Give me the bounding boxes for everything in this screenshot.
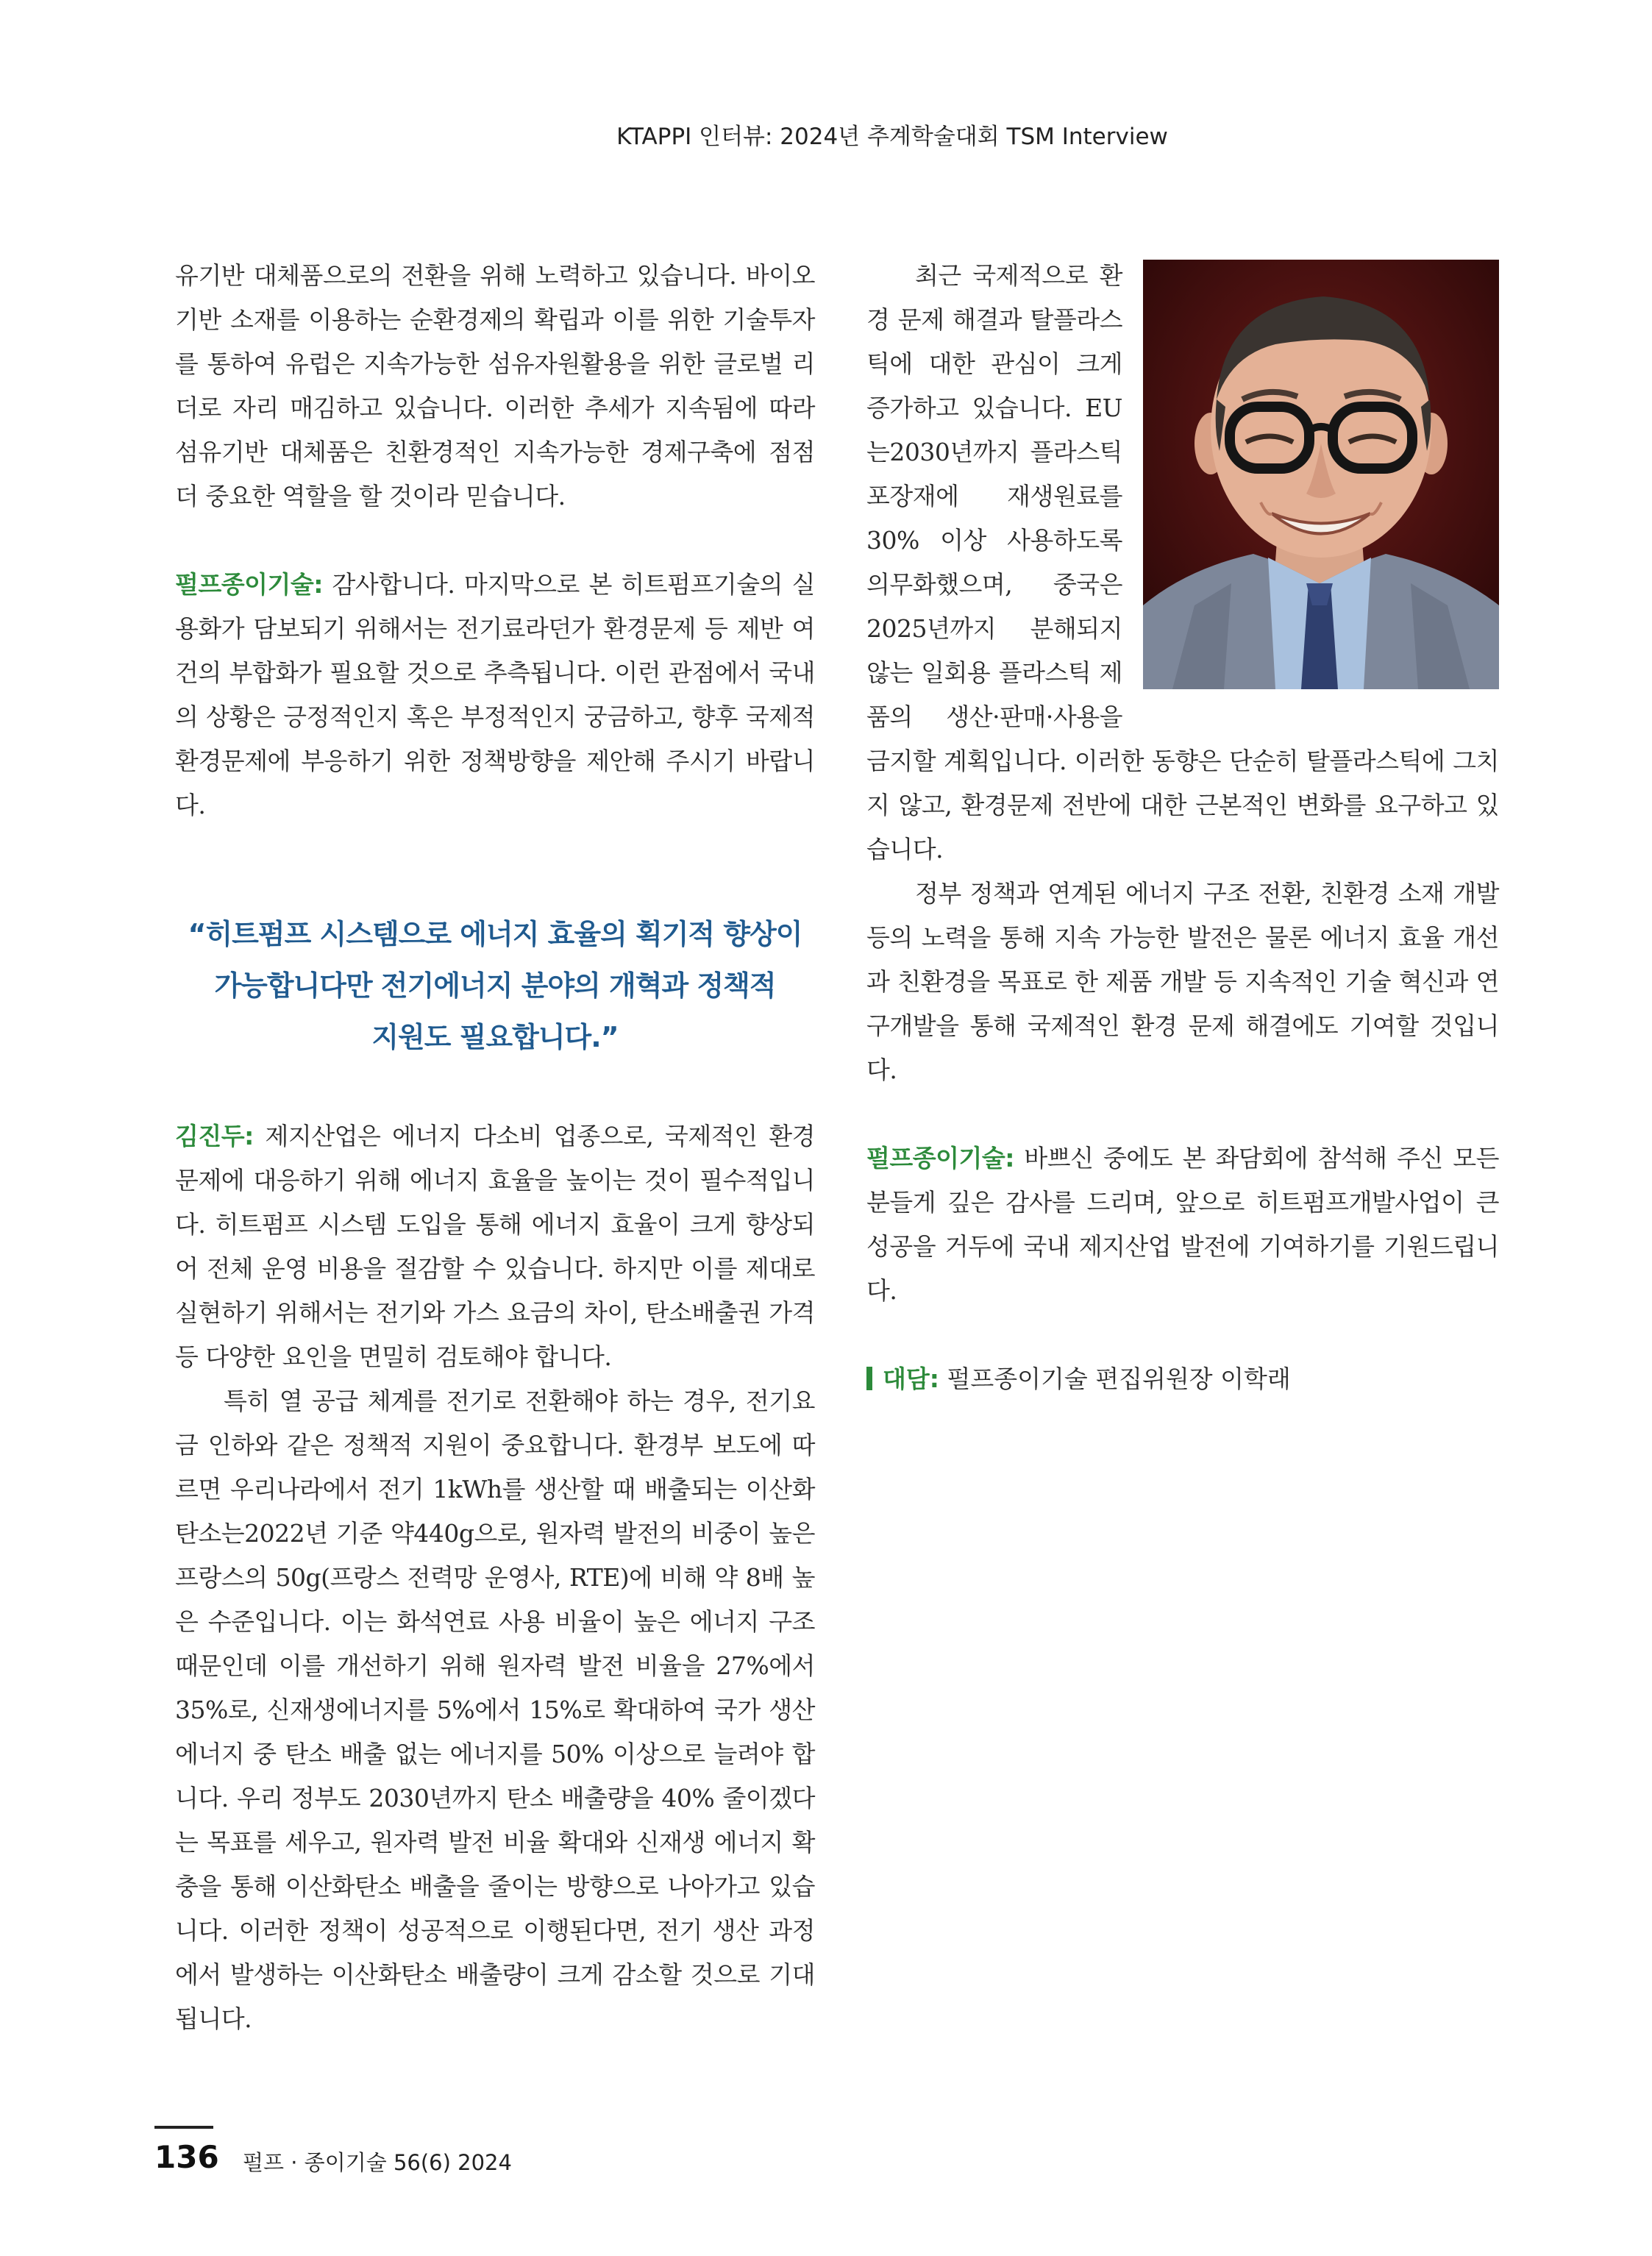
portrait-illustration xyxy=(1143,260,1499,689)
pull-quote-line: “히트펌프 시스템으로 에너지 효율의 획기적 향상이 xyxy=(188,918,802,950)
interviewee-photo xyxy=(1143,260,1499,689)
credit-bar-icon xyxy=(866,1367,872,1390)
footer-rule xyxy=(154,2126,213,2129)
speaker-label: 펄프종이기술: xyxy=(175,570,323,599)
interviewer-question xyxy=(175,563,815,828)
interviewee-answer xyxy=(175,1114,815,1379)
pull-quote-line: 가능합니다만 전기에너지 분야의 개혁과 정책적 xyxy=(214,969,776,1002)
journal-citation: 펄프 · 종이기술 56(6) 2024 xyxy=(243,2150,512,2175)
interviewer-credit xyxy=(866,1357,1499,1401)
paragraph: 최근 국제적으로 환경 문제 해결과 탈플라스틱에 대한 관심이 크게 증가하고 있습니다. EU는2030년까지 플라스틱 포장재에 재생원료를 30% 이상 사용하도록 의무화했으며, 중국은 2025년까지 분해되지 않는 일회용 플라스틱 제품의 생산·판매·사용을 금지할 계획입니다. 이러한 동향은 단순히 탈플라스틱에 그치지 않고, 환경문제 전반에 대한 근본적인 변화를 요구하고 있습니다. xyxy=(866,261,1499,864)
closing-text: 바쁘신 중에도 본 좌담회에 참석해 주신 모든분들게 깊은 감사를 드리며, 앞으로 히트펌프개발사업이 큰 성공을 거두에 국내 제지산업 발전에 기여하기를 기원드립니다. xyxy=(866,1144,1499,1305)
pull-quote xyxy=(175,908,815,1063)
credit-text: 펄프종이기술 편집위원장 이학래 xyxy=(939,1364,1291,1393)
answer-text: 제지산업은 에너지 다소비 업종으로, 국제적인 환경 문제에 대응하기 위해 에너지 효율을 높이는 것이 필수적입니다. 히트펌프 시스템 도입을 통해 에너지 효율이 크게 향상되어 전체 운영 비용을 절감할 수 있습니다. 하지만 이를 제대로 실현하기 위해서는 전기와 가스 요금의 차이, 탄소배출권 가격 등 다양한 요인을 면밀히 검토해야 합니다. xyxy=(175,1122,815,1371)
paragraph: 정부 정책과 연계된 에너지 구조 전환, 친환경 소재 개발 등의 노력을 통해 지속 가능한 발전은 물론 에너지 효율 개선과 친환경을 목표로 한 제품 개발 등 지속적인 기술 혁신과 연구개발을 통해 국제적인 환경 문제 해결에도 기여할 것입니다. xyxy=(866,879,1499,1084)
speaker-label: 김진두: xyxy=(175,1122,254,1150)
closing-remark xyxy=(866,1136,1499,1313)
running-header: KTAPPI 인터뷰: 2024년 추계학술대회 TSM Interview xyxy=(616,124,1168,150)
paragraph: 특히 열 공급 체계를 전기로 전환해야 하는 경우, 전기요금 인하와 같은 정책적 지원이 중요합니다. 환경부 보도에 따르면 우리나라에서 전기 1kWh를 생산할 때 배출되는 이산화탄소는2022년 기준 약440g으로, 원자력 발전의 비중이 높은 프랑스의 50g(프랑스 전력망 운영사, RTE)에 비해 약 8배 높은 수준입니다. 이는 화석연료 사용 비율이 높은 에너지 구조 때문인데 이를 개선하기 위해 원자력 발전 비율을 27%에서 35%로, 신재생에너지를 5%에서 15%로 확대하여 국가 생산 에너지 중 탄소 배출 없는 에너지를 50% 이상으로 늘려야 합니다. 우리 정부도 2030년까지 탄소 배출량을 40% 줄이겠다는 목표를 세우고, 원자력 발전 비율 확대와 신재생 에너지 확충을 통해 이산화탄소 배출을 줄이는 방향으로 나아가고 있습니다. 이러한 정책이 성공적으로 이행된다면, 전기 생산 과정에서 발생하는 이산화탄소 배출량이 크게 감소할 것으로 기대됩니다. xyxy=(175,1387,815,2033)
pull-quote-line: 지원도 필요합니다.” xyxy=(371,1021,619,1053)
right-column xyxy=(866,254,1499,1401)
question-text: 감사합니다. 마지막으로 본 히트펌프기술의 실용화가 담보되기 위해서는 전기료라던가 환경문제 등 제반 여건의 부합화가 필요할 것으로 추측됩니다. 이런 관점에서 국내의 상황은 긍정적인지 혹은 부정적인지 궁금하고, 향후 국제적 환경문제에 부응하기 위한 정책방향을 제안해 주시기 바랍니다. xyxy=(175,570,815,819)
page-number: 136 xyxy=(154,2139,219,2175)
paragraph: 유기반 대체품으로의 전환을 위해 노력하고 있습니다. 바이오기반 소재를 이용하는 순환경제의 확립과 이를 위한 기술투자를 통하여 유럽은 지속가능한 섬유자원활용을 위한 글로벌 리더로 자리 매김하고 있습니다. 이러한 추세가 지속됨에 따라 섬유기반 대체품은 친환경적인 지속가능한 경제구축에 점점 더 중요한 역할을 할 것이라 믿습니다. xyxy=(175,261,815,510)
speaker-label: 펄프종이기술: xyxy=(866,1144,1014,1173)
credit-label: 대담: xyxy=(883,1364,939,1393)
left-column xyxy=(175,254,815,2041)
